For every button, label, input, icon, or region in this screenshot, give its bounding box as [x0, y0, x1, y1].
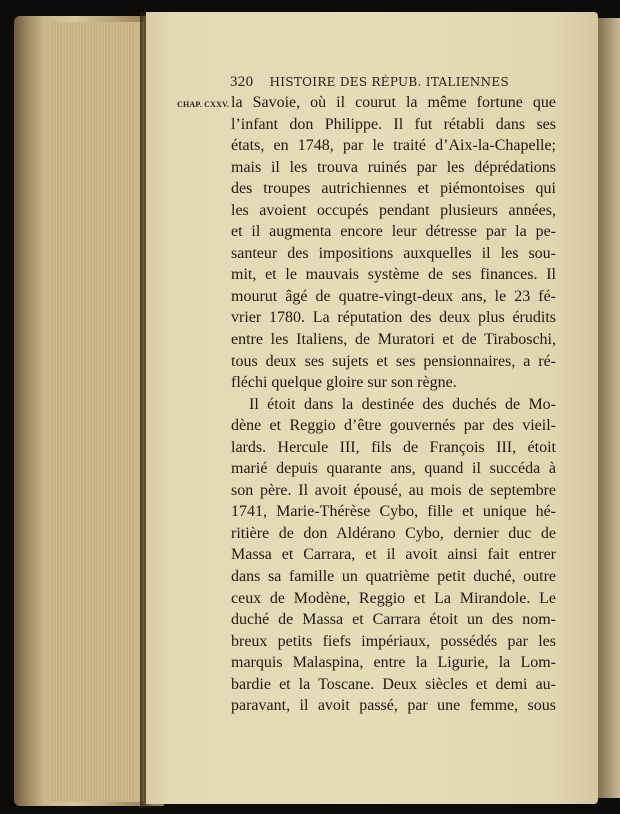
text-line: mit, et le mauvais système de ses finances. Il — [231, 266, 556, 284]
text-line: dans sa famille un quatrième petit duché, outre — [231, 568, 556, 586]
page-block-edge — [50, 22, 144, 802]
text-line: tous deux ses sujets et ses pensionnaires, a ré- — [231, 352, 556, 370]
text-line: ceux de Modène, Reggio et La Mirandole. Le — [231, 589, 556, 607]
text-line: Massa et Carrara, et il avoit ainsi fait entrer — [231, 546, 556, 564]
text-line: les avoient occupés pendant plusieurs années, — [231, 201, 556, 219]
text-line: des troupes autrichiennes et piémontoises qui — [231, 180, 556, 198]
text-line: son père. Il avoit épousé, au mois de septembre — [231, 481, 556, 499]
text-line: et il augmenta encore leur détresse par la pe- — [231, 223, 556, 241]
text-line: Il étoit dans la destinée des duchés de Mo- — [249, 395, 556, 413]
running-title: HISTOIRE DES RÉPUB. ITALIENNES — [269, 75, 509, 89]
text-line: vrier 1780. La réputation des deux plus érudits — [231, 309, 556, 327]
text-line: la Savoie, où il courut la même fortune que — [231, 94, 556, 111]
text-line: lards. Hercule III, fils de François III, étoit — [231, 438, 556, 456]
text-line: états, en 1748, par le traité d’Aix-la-Chapelle; — [231, 137, 556, 155]
text-line: mais il les trouva ruinés par les déprédations — [231, 158, 556, 176]
text-line: mourut âgé de quatre-vingt-deux ans, le 23 fé- — [231, 287, 556, 305]
running-head — [230, 74, 555, 91]
text-line: l’infant don Philippe. Il fut rétabli dans ses — [231, 115, 556, 133]
text-line: entre les Italiens, de Muratori et de Tiraboschi, — [231, 331, 556, 349]
text-line: duché de Massa et Carrara étoit un des nom- — [231, 611, 556, 629]
text-line: fléchi quelque gloire sur son règne. — [231, 374, 457, 392]
text-line: breux petits fiefs impériaux, possédés par les — [231, 632, 556, 650]
page-number: 320 — [230, 74, 254, 90]
text-line: marié depuis quarante ans, quand il succéda à — [231, 460, 556, 478]
chapter-marker: CHAP. CXXV. — [177, 100, 230, 109]
text-line: paravant, il avoit passé, par une femme, sous — [231, 697, 556, 715]
facing-page-edge — [596, 18, 620, 798]
text-line: 1741, Marie-Thérèse Cybo, fille et unique hé- — [231, 503, 556, 521]
text-line: bardie et la Toscane. Deux siècles et demi au- — [231, 675, 556, 693]
text-line: marquis Malaspina, entre la Ligurie, la Lom- — [231, 654, 556, 672]
text-line: dène et Reggio d’être gouvernés par des vieil- — [231, 417, 556, 435]
text-line: santeur des impositions auxquelles il les sou- — [231, 244, 556, 262]
text-line: ritière de don Aldérano Cybo, dernier duc de — [231, 524, 556, 542]
body-text — [231, 92, 556, 717]
